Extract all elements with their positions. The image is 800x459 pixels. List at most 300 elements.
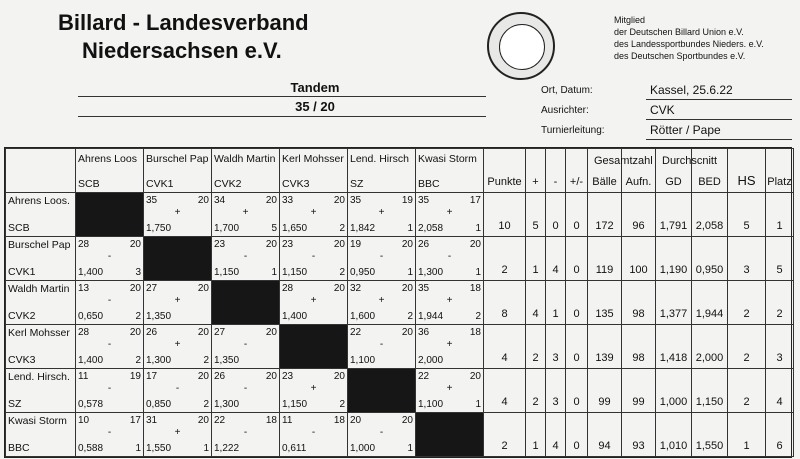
minus-value — [546, 193, 566, 237]
plus-value — [526, 281, 546, 325]
platz-text: 4 — [776, 396, 783, 408]
match-average: 0,578 — [78, 399, 104, 410]
aufn-text: 100 — [629, 264, 648, 276]
pm-value — [566, 237, 588, 281]
ausrichter-label: Ausrichter: — [541, 105, 589, 116]
match-outcome: + — [174, 207, 181, 218]
innings: 20 — [265, 195, 277, 206]
balls-scored: 28 — [282, 283, 294, 294]
player-name-cell — [6, 325, 76, 369]
player-name-cell — [6, 369, 76, 413]
punkte-value — [484, 281, 526, 325]
results-table — [4, 147, 792, 458]
platz-text: 6 — [776, 440, 783, 452]
innings: 20 — [401, 415, 413, 426]
pm-value — [566, 325, 588, 369]
innings: 17 — [469, 195, 481, 206]
innings: 20 — [197, 283, 209, 294]
balls-scored: 11 — [78, 371, 89, 382]
player-club: CVK3 — [8, 354, 36, 366]
match-average: 1,222 — [214, 443, 240, 454]
balls-scored: 10 — [78, 415, 90, 426]
balls-scored: 23 — [214, 239, 226, 250]
balls-scored: 35 — [418, 195, 430, 206]
baelle-value — [588, 413, 622, 457]
balls-scored: 22 — [418, 371, 430, 382]
aufn-value — [622, 369, 656, 413]
wins-header-label: + — [532, 176, 539, 188]
hs-value — [728, 413, 766, 457]
high-series: 1 — [475, 267, 481, 278]
ausrichter-value: CVK — [650, 103, 675, 117]
innings: 19 — [401, 195, 413, 206]
self-match-cell — [348, 369, 416, 413]
losses-header — [546, 149, 566, 193]
aufn-text: 99 — [632, 396, 645, 408]
minus-text: 3 — [552, 352, 559, 364]
hs-value — [728, 193, 766, 237]
divider — [78, 96, 486, 97]
high-series: 2 — [203, 399, 209, 410]
player-club: SZ — [8, 398, 22, 410]
gd-value — [656, 413, 692, 457]
plus-text: 4 — [532, 308, 539, 320]
player-club: CVK1 — [8, 266, 36, 278]
punkte-text: 10 — [498, 220, 511, 232]
aufn-text: 93 — [632, 440, 645, 452]
match-result-cell — [212, 413, 280, 457]
opponent-name: Lend. Hirsch — [350, 153, 409, 165]
innings: 20 — [265, 239, 277, 250]
match-average: 0,850 — [146, 399, 172, 410]
gd-text: 1,377 — [659, 308, 688, 320]
aufn-text: 96 — [632, 220, 645, 232]
baelle-value — [588, 193, 622, 237]
innings: 20 — [197, 327, 209, 338]
innings: 20 — [401, 327, 413, 338]
gd-value — [656, 237, 692, 281]
hs-text: 5 — [743, 220, 750, 232]
match-outcome: - — [379, 251, 384, 262]
bed-header — [692, 149, 728, 193]
match-average: 0,611 — [282, 443, 307, 454]
balls-scored: 35 — [350, 195, 362, 206]
match-average: 1,750 — [146, 223, 172, 234]
match-average: 1,650 — [282, 223, 308, 234]
punkte-value — [484, 413, 526, 457]
self-match-cell — [144, 237, 212, 281]
match-average: 0,588 — [78, 443, 104, 454]
punkte-header-label: Punkte — [487, 176, 522, 188]
match-outcome: + — [446, 339, 453, 350]
opponent-name: Ahrens Loos — [78, 153, 137, 165]
innings: 20 — [197, 195, 209, 206]
match-outcome: - — [311, 427, 316, 438]
gd-text: 1,791 — [659, 220, 688, 232]
match-outcome: - — [379, 427, 384, 438]
match-outcome: - — [311, 251, 316, 262]
self-match-cell — [76, 193, 144, 237]
minus-value — [546, 325, 566, 369]
match-outcome: + — [174, 295, 181, 306]
match-outcome: + — [310, 207, 317, 218]
balls-scored: 23 — [282, 239, 294, 250]
high-series: 2 — [339, 223, 345, 234]
match-outcome: - — [107, 251, 112, 262]
high-series: 2 — [339, 267, 345, 278]
player-name: Kerl Mohsser — [8, 327, 70, 339]
match-result-cell — [416, 281, 484, 325]
balls-scored: 26 — [214, 371, 226, 382]
balls-scored: 17 — [146, 371, 158, 382]
match-outcome: - — [243, 251, 248, 262]
hs-text: 1 — [743, 440, 750, 452]
draws-header-label: +/- — [569, 176, 584, 188]
aufn-text: 98 — [632, 308, 645, 320]
turnierleitung-value: Rötter / Pape — [650, 123, 721, 137]
match-result-cell — [416, 193, 484, 237]
minus-value — [546, 237, 566, 281]
divider — [646, 99, 792, 100]
pm-text: 0 — [573, 396, 580, 408]
match-outcome: - — [447, 251, 452, 262]
minus-value — [546, 369, 566, 413]
platz-value — [766, 413, 794, 457]
match-result-cell — [416, 237, 484, 281]
bed-value — [692, 413, 728, 457]
high-series: 2 — [203, 355, 209, 366]
bed-value — [692, 325, 728, 369]
innings: 20 — [333, 195, 345, 206]
match-result-cell — [348, 325, 416, 369]
platz-value — [766, 281, 794, 325]
bed-text: 2,058 — [695, 220, 724, 232]
match-outcome: - — [243, 339, 248, 350]
match-result-cell — [416, 325, 484, 369]
innings: 18 — [265, 415, 277, 426]
opponent-name: Waldh Martin — [214, 153, 276, 165]
player-club: CVK2 — [8, 310, 36, 322]
platz-text: 2 — [776, 308, 783, 320]
pm-value — [566, 413, 588, 457]
opponent-name: Kwasi Storm — [418, 153, 477, 165]
punkte-header — [484, 149, 526, 193]
match-average: 1,944 — [418, 311, 444, 322]
match-average: 1,150 — [214, 267, 240, 278]
match-outcome: + — [446, 207, 453, 218]
gd-text: 1,010 — [659, 440, 688, 452]
minus-text: 4 — [552, 264, 559, 276]
durchschnitt-label: Durchscnitt — [662, 155, 718, 167]
balls-scored: 23 — [282, 371, 294, 382]
match-outcome: - — [243, 383, 248, 394]
high-series: 3 — [135, 267, 141, 278]
gd-value — [656, 325, 692, 369]
platz-value — [766, 237, 794, 281]
minus-text: 3 — [552, 396, 559, 408]
hs-text: 2 — [743, 308, 750, 320]
bed-text: 2,000 — [695, 352, 724, 364]
hs-text: 2 — [743, 396, 750, 408]
balls-scored: 27 — [146, 283, 158, 294]
draws-header — [566, 149, 588, 193]
bed-value — [692, 281, 728, 325]
bed-header-label: BED — [698, 176, 721, 188]
match-average: 2,000 — [418, 355, 444, 366]
baelle-value — [588, 369, 622, 413]
member-line: des Deutschen Sportbundes e.V. — [614, 51, 746, 61]
balls-scored: 20 — [350, 415, 362, 426]
player-name: Burschel Pap — [8, 239, 71, 251]
match-average: 1,400 — [282, 311, 308, 322]
self-match-cell — [280, 325, 348, 369]
self-match-cell — [212, 281, 280, 325]
match-result-cell — [212, 193, 280, 237]
innings: 20 — [401, 283, 413, 294]
bed-text: 1,550 — [695, 440, 724, 452]
match-result-cell — [76, 369, 144, 413]
federation-logo-seal — [487, 12, 555, 80]
platz-header-label: Platz — [767, 176, 792, 188]
plus-text: 5 — [532, 220, 539, 232]
pm-text: 0 — [573, 308, 580, 320]
innings: 20 — [333, 371, 345, 382]
hs-value — [728, 369, 766, 413]
player-name-cell — [6, 413, 76, 457]
baelle-text: 135 — [595, 308, 614, 320]
aufn-value — [622, 281, 656, 325]
opponent-name: Burschel Pap — [146, 153, 209, 165]
balls-scored: 35 — [418, 283, 430, 294]
match-result-cell — [280, 369, 348, 413]
membership-text — [614, 14, 764, 62]
innings: 20 — [401, 239, 413, 250]
match-average: 1,400 — [78, 355, 104, 366]
high-series: 2 — [135, 311, 141, 322]
opponent-club: BBC — [418, 178, 440, 190]
match-average: 1,300 — [146, 355, 172, 366]
gd-text: 1,000 — [659, 396, 688, 408]
hs-value — [728, 325, 766, 369]
hs-value — [728, 237, 766, 281]
punkte-text: 4 — [501, 396, 508, 408]
match-outcome: - — [107, 383, 112, 394]
high-series: 2 — [339, 399, 345, 410]
high-series: 5 — [271, 223, 277, 234]
pm-text: 0 — [573, 220, 580, 232]
high-series: 1 — [475, 399, 481, 410]
high-series: 1 — [407, 223, 413, 234]
balls-scored: 26 — [146, 327, 158, 338]
platz-text: 1 — [776, 220, 783, 232]
gesamtzahl-label: Gesamtzahl — [594, 155, 653, 167]
player-row — [6, 413, 794, 457]
baelle-label: Bälle — [592, 176, 617, 188]
player-name: Lend. Hirsch. — [8, 371, 70, 383]
balls-scored: 34 — [214, 195, 226, 206]
punkte-text: 2 — [501, 440, 508, 452]
innings: 18 — [469, 283, 481, 294]
aufn-header — [622, 149, 656, 193]
federation-title-line1: Billard - Landesverband — [58, 10, 309, 35]
balls-scored: 35 — [146, 195, 158, 206]
hs-header-label: HS — [737, 173, 756, 188]
player-row — [6, 325, 794, 369]
match-average: 1,100 — [418, 399, 444, 410]
match-outcome: + — [378, 207, 385, 218]
hs-value — [728, 281, 766, 325]
innings: 20 — [197, 415, 209, 426]
opponent-header — [76, 149, 144, 193]
match-result-cell — [212, 237, 280, 281]
match-outcome: + — [310, 295, 317, 306]
baelle-text: 172 — [595, 220, 614, 232]
divider — [646, 139, 792, 140]
match-average: 1,150 — [282, 399, 308, 410]
wins-header — [526, 149, 546, 193]
plus-text: 2 — [532, 352, 539, 364]
bed-value — [692, 237, 728, 281]
baelle-text: 94 — [598, 440, 611, 452]
opponent-name: Kerl Mohsser — [282, 153, 344, 165]
member-line: Mitglied — [614, 15, 646, 25]
balls-scored: 36 — [418, 327, 430, 338]
match-result-cell — [144, 325, 212, 369]
hs-header — [728, 149, 766, 193]
player-name-cell — [6, 281, 76, 325]
match-result-cell — [416, 369, 484, 413]
platz-header — [766, 149, 794, 193]
bed-text: 1,150 — [695, 396, 724, 408]
match-outcome: + — [174, 427, 181, 438]
match-average: 1,350 — [214, 355, 240, 366]
innings: 19 — [129, 371, 141, 382]
baelle-value — [588, 281, 622, 325]
balls-scored: 28 — [78, 327, 90, 338]
match-result-cell — [144, 369, 212, 413]
punkte-value — [484, 193, 526, 237]
player-row — [6, 369, 794, 413]
player-name: Kwasi Storm — [8, 415, 67, 427]
aufn-header-label: Aufn. — [625, 176, 652, 188]
match-average: 2,058 — [418, 223, 444, 234]
match-average: 1,300 — [418, 267, 444, 278]
match-average: 1,350 — [146, 311, 172, 322]
player-name: Waldh Martin — [8, 283, 70, 295]
bed-value — [692, 193, 728, 237]
baelle-text: 119 — [595, 264, 614, 276]
punkte-value — [484, 325, 526, 369]
match-result-cell — [144, 413, 212, 457]
match-result-cell — [280, 281, 348, 325]
opponent-header — [144, 149, 212, 193]
high-series: 1 — [203, 443, 209, 454]
match-outcome: + — [378, 295, 385, 306]
gd-text: 1,418 — [659, 352, 688, 364]
corner-cell — [6, 149, 76, 193]
platz-value — [766, 193, 794, 237]
punkte-text: 2 — [501, 264, 508, 276]
match-outcome: - — [107, 427, 112, 438]
innings: 20 — [469, 371, 481, 382]
plus-value — [526, 193, 546, 237]
match-outcome: + — [310, 383, 317, 394]
balls-scored: 13 — [78, 283, 90, 294]
player-row — [6, 237, 794, 281]
innings: 18 — [333, 415, 345, 426]
aufn-value — [622, 193, 656, 237]
high-series: 1 — [407, 443, 413, 454]
innings: 20 — [333, 239, 345, 250]
innings: 17 — [129, 415, 141, 426]
divider — [78, 116, 486, 117]
innings: 20 — [129, 283, 141, 294]
pm-text: 0 — [573, 264, 580, 276]
plus-value — [526, 325, 546, 369]
bed-text: 1,944 — [695, 308, 724, 320]
balls-scored: 26 — [418, 239, 430, 250]
player-row — [6, 281, 794, 325]
minus-text: 0 — [552, 220, 559, 232]
member-line: der Deutschen Billard Union e.V. — [614, 27, 744, 37]
punkte-text: 8 — [501, 308, 508, 320]
balls-scored: 28 — [78, 239, 90, 250]
match-average: 1,550 — [146, 443, 172, 454]
pm-value — [566, 281, 588, 325]
bed-value — [692, 369, 728, 413]
turnierleitung-label: Turnierleitung: — [541, 125, 605, 136]
match-average: 0,950 — [350, 267, 376, 278]
federation-title-line2: Niedersachsen e.V. — [82, 38, 282, 63]
match-result-cell — [76, 281, 144, 325]
match-outcome: - — [175, 383, 180, 394]
innings: 20 — [197, 371, 209, 382]
aufn-text: 98 — [632, 352, 645, 364]
punkte-text: 4 — [501, 352, 508, 364]
match-result-cell — [348, 237, 416, 281]
balls-scored: 22 — [214, 415, 226, 426]
minus-text: 1 — [552, 308, 559, 320]
losses-header-label: - — [553, 176, 558, 188]
match-result-cell — [280, 413, 348, 457]
hs-text: 2 — [743, 352, 750, 364]
innings: 18 — [469, 327, 481, 338]
player-name-cell — [6, 237, 76, 281]
innings: 20 — [265, 327, 277, 338]
pm-value — [566, 193, 588, 237]
platz-text: 5 — [776, 264, 783, 276]
gd-text: 1,190 — [659, 264, 688, 276]
match-average: 1,842 — [350, 223, 376, 234]
horse-emblem-icon — [499, 24, 545, 70]
header-row — [6, 149, 794, 193]
baelle-value — [588, 325, 622, 369]
balls-scored: 27 — [214, 327, 226, 338]
gd-label: GD — [665, 176, 682, 188]
innings: 20 — [129, 327, 141, 338]
bed-text: 0,950 — [695, 264, 724, 276]
match-result-cell — [348, 413, 416, 457]
balls-scored: 31 — [146, 415, 158, 426]
high-series: 1 — [407, 267, 413, 278]
baelle-value — [588, 237, 622, 281]
plus-text: 1 — [532, 264, 539, 276]
match-outcome: + — [446, 383, 453, 394]
high-series: 2 — [407, 311, 413, 322]
match-result-cell — [76, 237, 144, 281]
balls-scored: 11 — [282, 415, 293, 426]
match-result-cell — [144, 193, 212, 237]
